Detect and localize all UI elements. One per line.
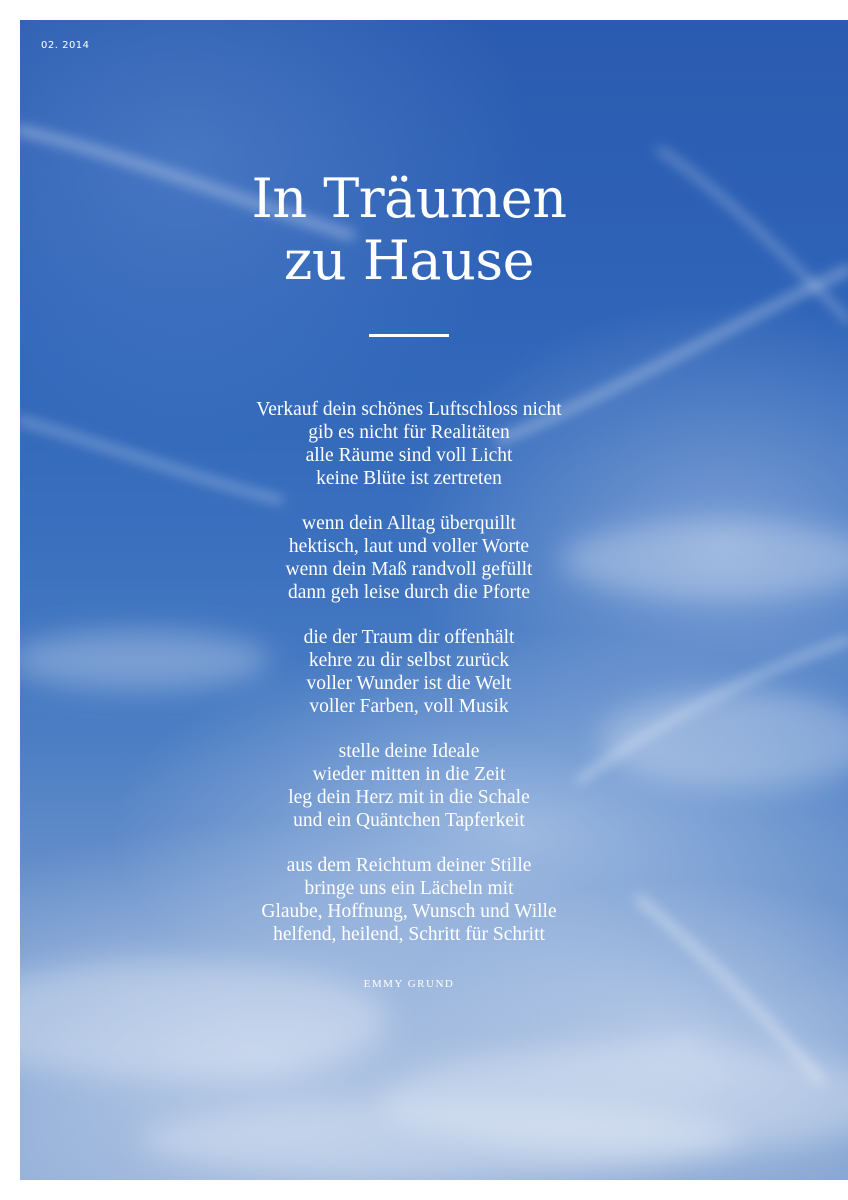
- poem-line: wenn dein Maß randvoll gefüllt: [285, 559, 533, 580]
- stanza-5: [20, 854, 798, 946]
- poem-line: gib es nicht für Realitäten: [308, 422, 510, 443]
- stanza-2: [20, 512, 798, 604]
- stanza-1: [20, 398, 798, 490]
- stanza-4: [20, 740, 798, 832]
- poem-line: wenn dein Alltag überquillt: [302, 513, 516, 534]
- poem-line: bringe uns ein Lächeln mit: [304, 878, 514, 899]
- poem-line: voller Farben, voll Musik: [309, 696, 509, 717]
- poem-line: alle Räume sind voll Licht: [305, 445, 513, 466]
- title-line-1: In Träumen: [251, 167, 567, 230]
- poem-line: helfend, heilend, Schritt für Schritt: [273, 924, 545, 945]
- poem-author: EMMY GRUND: [363, 978, 455, 990]
- poem-line: stelle deine Ideale: [338, 741, 480, 762]
- stanza-3: [20, 626, 798, 718]
- poem-line: dann geh leise durch die Pforte: [287, 582, 531, 603]
- poem-line: Verkauf dein schönes Luftschloss nicht: [256, 399, 562, 420]
- poem-line: kehre zu dir selbst zurück: [308, 650, 510, 671]
- title-divider: [369, 334, 449, 337]
- poem-line: wieder mitten in die Zeit: [312, 764, 506, 785]
- poem: [20, 398, 798, 968]
- poem-line: aus dem Reichtum deiner Stille: [286, 855, 532, 876]
- sky-background: [20, 20, 848, 1180]
- issue-date: 02. 2014: [41, 40, 90, 51]
- page-title: [20, 168, 798, 292]
- poem-line: Glaube, Hoffnung, Wunsch und Wille: [261, 901, 557, 922]
- poem-line: die der Traum dir offenhält: [303, 627, 515, 648]
- poem-line: hektisch, laut und voller Worte: [288, 536, 530, 557]
- poem-line: leg dein Herz mit in die Schale: [288, 787, 530, 808]
- poem-line: voller Wunder ist die Welt: [306, 673, 512, 694]
- poem-line: und ein Quäntchen Tapferkeit: [293, 810, 525, 831]
- poem-line: keine Blüte ist zertreten: [316, 468, 502, 489]
- title-line-2: zu Hause: [283, 229, 535, 292]
